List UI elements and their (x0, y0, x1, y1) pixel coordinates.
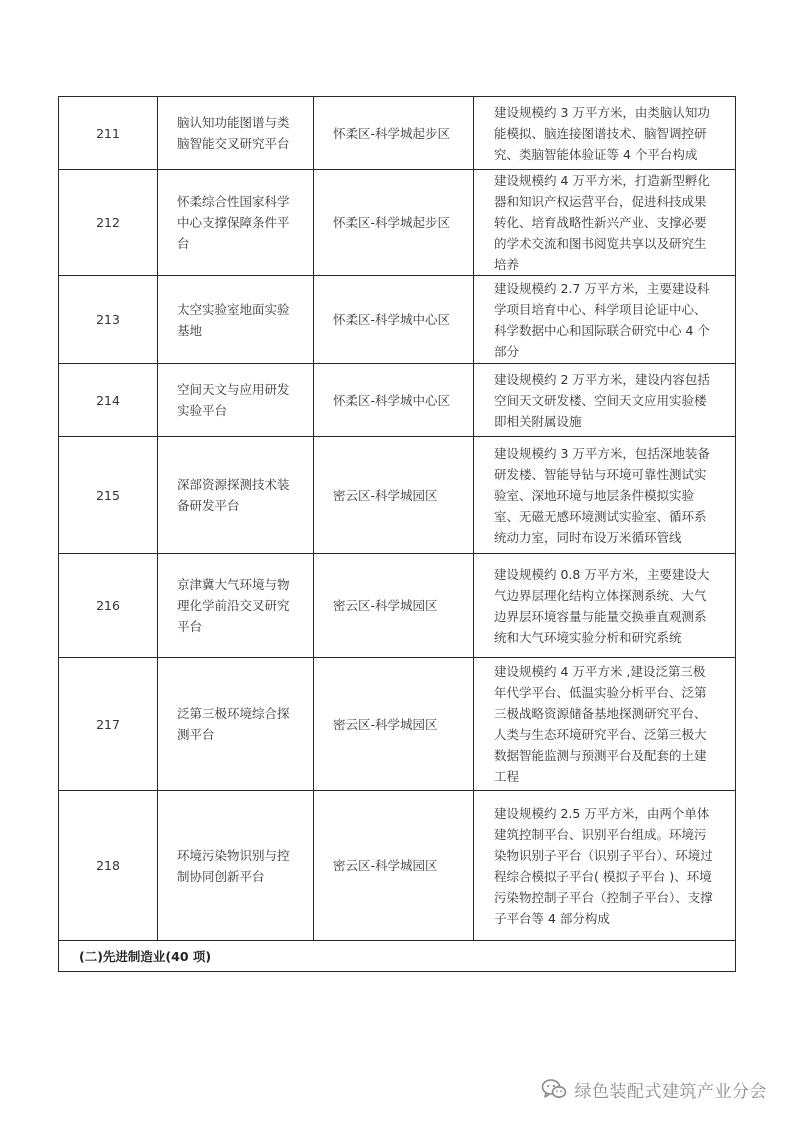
project-description: 建设规模约 3 万平方米，包括深地装备研发楼、智能导钻与环境可靠性测试实验室、深地环境与地层条件模拟实验室、无磁无感环境测试实验室、循环系统动力室，同时布设万米循环管线 (474, 437, 736, 554)
project-name: 深部资源探测技术装备研发平台 (158, 437, 314, 554)
project-location: 密云区-科学城园区 (314, 437, 474, 554)
project-location: 怀柔区-科学城中心区 (314, 364, 474, 437)
project-location: 密云区-科学城园区 (314, 658, 474, 791)
project-location: 密云区-科学城园区 (314, 791, 474, 941)
row-number: 217 (59, 658, 158, 791)
project-description: 建设规模约 4 万平方米，打造新型孵化器和知识产权运营平台，促进科技成果转化、培育战略性新兴产业、支撑必要的学术交流和图书阅览共享以及研究生培养 (474, 170, 736, 276)
row-number: 215 (59, 437, 158, 554)
project-description: 建设规模约 2.7 万平方米，主要建设科学项目培育中心、科学项目论证中心、科学数据中心和国际联合研究中心 4 个部分 (474, 276, 736, 364)
table-row (59, 364, 736, 437)
project-location: 密云区-科学城园区 (314, 554, 474, 658)
project-table (58, 96, 736, 972)
wechat-icon (541, 1078, 567, 1100)
project-description: 建设规模约 2 万平方米，建设内容包括空间天文研发楼、空间天文应用实验楼即相关附属设施 (474, 364, 736, 437)
project-name: 环境污染物识别与控制协同创新平台 (158, 791, 314, 941)
project-name: 京津冀大气环境与物理化学前沿交叉研究平台 (158, 554, 314, 658)
project-description: 建设规模约 0.8 万平方米，主要建设大气边界层理化结构立体探测系统、大气边界层环境容量与能量交换垂直观测系统和大气环境实验分析和研究系统 (474, 554, 736, 658)
project-name: 脑认知功能图谱与类脑智能交叉研究平台 (158, 97, 314, 170)
watermark-text: 绿色装配式建筑产业分会 (574, 1081, 767, 1102)
table-row (59, 791, 736, 941)
project-location: 怀柔区-科学城起步区 (314, 97, 474, 170)
table-row (59, 170, 736, 276)
section-title: (二)先进制造业(40 项) (59, 941, 736, 972)
section-header-row (59, 941, 736, 972)
project-name: 空间天文与应用研发实验平台 (158, 364, 314, 437)
project-description: 建设规模约 3 万平方米，由类脑认知功能模拟、脑连接图谱技术、脑智调控研究、类脑智能体验证等 4 个平台构成 (474, 97, 736, 170)
project-location: 怀柔区-科学城中心区 (314, 276, 474, 364)
row-number: 213 (59, 276, 158, 364)
row-number: 214 (59, 364, 158, 437)
project-name: 泛第三极环境综合探测平台 (158, 658, 314, 791)
project-description: 建设规模约 2.5 万平方米，由两个单体建筑控制平台、识别平台组成。环境污染物识别子平台（识别子平台）、环境过程综合模拟子平台( 模拟子平台 )、环境污染物控制子平台（控制子平台）、支撑子平台等 4 部分构成 (474, 791, 736, 941)
row-number: 212 (59, 170, 158, 276)
row-number: 211 (59, 97, 158, 170)
table-row (59, 276, 736, 364)
table-row (59, 437, 736, 554)
row-number: 216 (59, 554, 158, 658)
table-row (59, 658, 736, 791)
watermark (541, 1074, 768, 1104)
table-row (59, 97, 736, 170)
table-row (59, 554, 736, 658)
project-name: 太空实验室地面实验基地 (158, 276, 314, 364)
row-number: 218 (59, 791, 158, 941)
project-name: 怀柔综合性国家科学中心支撑保障条件平台 (158, 170, 314, 276)
project-description: 建设规模约 4 万平方米 ,建设泛第三极年代学平台、低温实验分析平台、泛第三极战略资源储备基地探测研究平台、人类与生态环境研究平台、泛第三极大数据智能监测与预测平台及配套的土建工程 (474, 658, 736, 791)
project-location: 怀柔区-科学城起步区 (314, 170, 474, 276)
